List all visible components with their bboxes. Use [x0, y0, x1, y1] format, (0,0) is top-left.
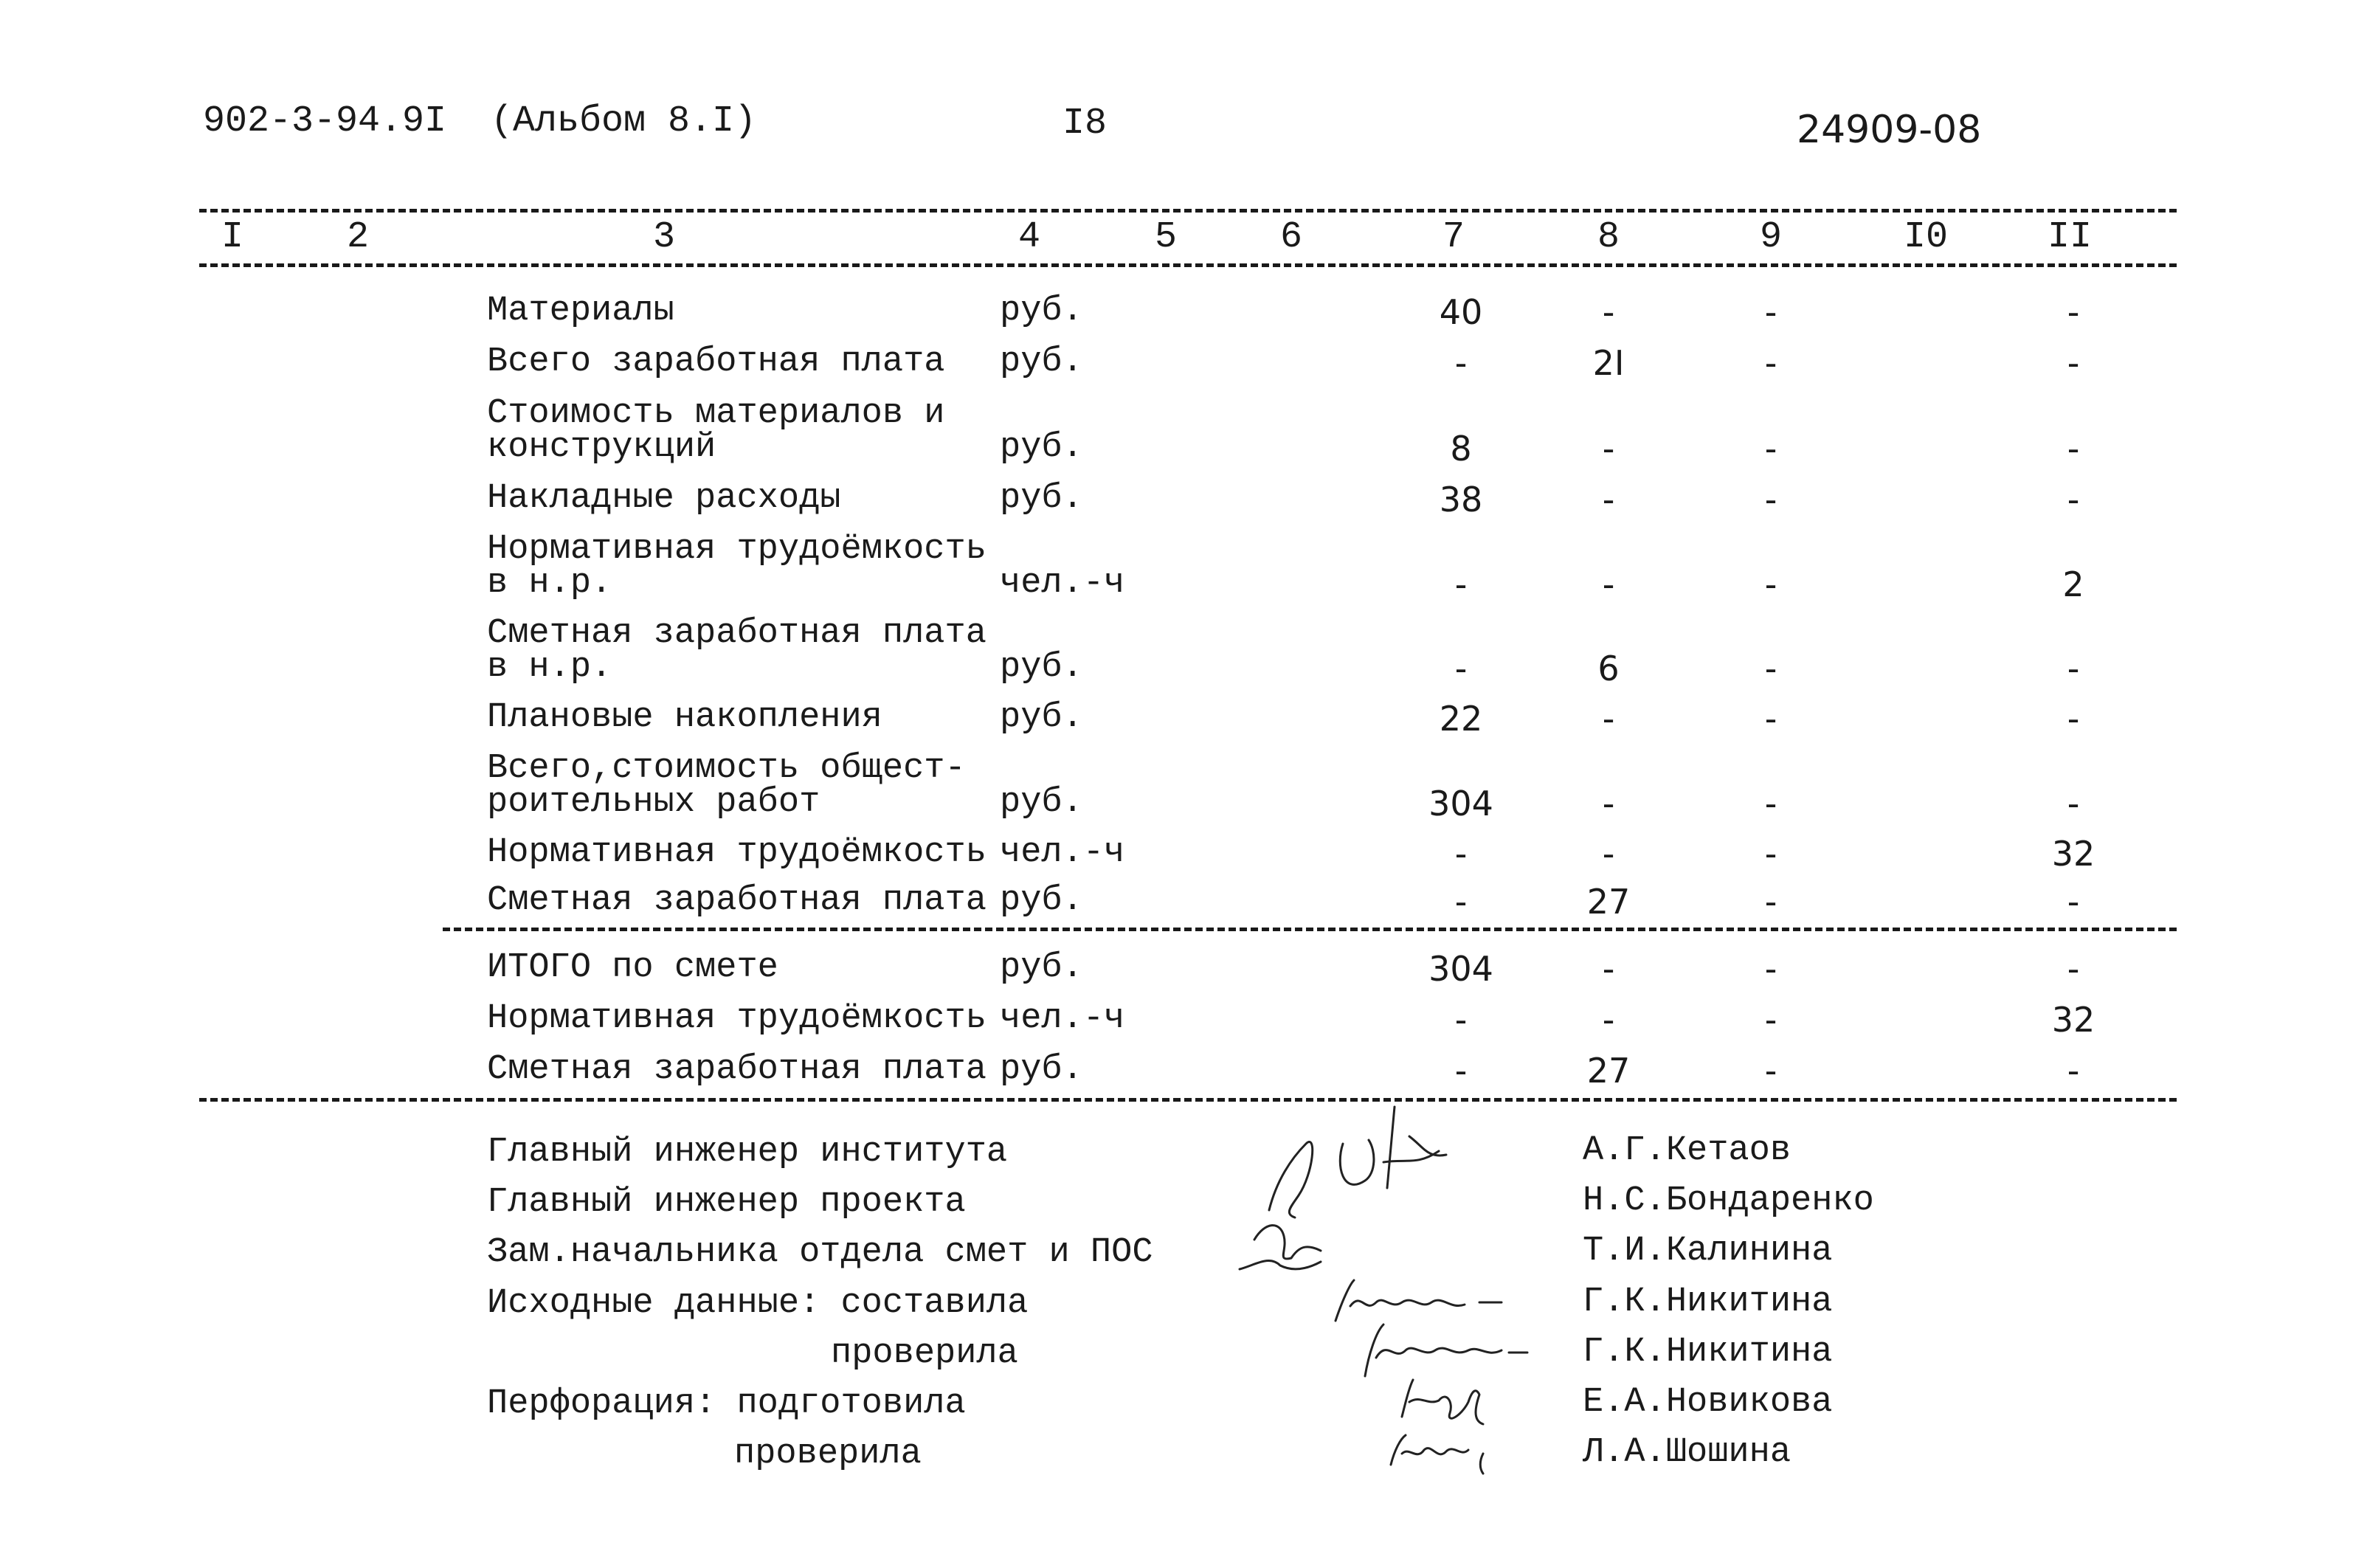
signature-role: Перфорация: подготовила: [487, 1384, 966, 1423]
unit-cell: чел.-ч: [1000, 833, 1125, 872]
signatory-name: Г.К.Никитина: [1583, 1282, 1833, 1322]
row-label: Сметная заработная плата: [487, 1050, 987, 1089]
value-col11: -: [2067, 480, 2080, 519]
row-label: конструкций: [487, 428, 716, 467]
column-number: 2: [347, 216, 370, 258]
value-col7: 304: [1428, 949, 1493, 989]
document-code: 902-3-94.9I: [203, 100, 447, 142]
page-number: I8: [1063, 103, 1108, 145]
row-label: в н.р.: [487, 648, 612, 687]
value-col9: -: [1764, 429, 1777, 469]
value-col7: 304: [1428, 784, 1493, 823]
column-number: 7: [1442, 216, 1465, 258]
column-number: 8: [1597, 216, 1620, 258]
signatory-name: Т.И.Калинина: [1583, 1232, 1833, 1271]
unit-cell: руб.: [1000, 783, 1083, 822]
row-label: Накладные расходы: [487, 479, 841, 518]
value-col11: -: [2067, 882, 2080, 922]
signatory-name: А.Г.Кетаов: [1583, 1131, 1791, 1170]
value-col9: -: [1764, 1000, 1777, 1040]
value-col8: 27: [1586, 882, 1631, 922]
value-col7: -: [1454, 834, 1468, 874]
column-number: I0: [1904, 216, 1949, 258]
signature-role: проверила: [831, 1334, 1018, 1373]
value-col7: -: [1454, 1000, 1468, 1040]
row-label: в н.р.: [487, 564, 612, 603]
header-bottom-rule: [199, 263, 2177, 267]
value-col9: -: [1764, 949, 1777, 989]
value-col7: 8: [1450, 429, 1472, 469]
value-col11: -: [2067, 784, 2080, 823]
unit-cell: руб.: [1000, 881, 1083, 920]
value-col9: -: [1764, 882, 1777, 922]
value-col9: -: [1764, 1051, 1777, 1091]
value-col8: 27: [1586, 1051, 1631, 1091]
signature-scribble-shoshina: [1380, 1420, 1498, 1479]
value-col7: -: [1454, 343, 1468, 383]
album-label: (Альбом 8.I): [491, 100, 757, 142]
signature-role: проверила: [734, 1434, 922, 1474]
column-number: 9: [1760, 216, 1783, 258]
value-col8: -: [1602, 292, 1615, 332]
value-col7: -: [1454, 882, 1468, 922]
column-number: 5: [1155, 216, 1178, 258]
unit-cell: руб.: [1000, 1050, 1083, 1089]
unit-cell: руб.: [1000, 428, 1083, 467]
value-col7: 38: [1439, 480, 1483, 519]
unit-cell: чел.-ч: [1000, 564, 1125, 603]
value-col8: 6: [1597, 649, 1620, 688]
value-col11: -: [2067, 429, 2080, 469]
row-label: Сметная заработная плата: [487, 614, 987, 653]
value-col11: -: [2067, 1051, 2080, 1091]
unit-cell: руб.: [1000, 948, 1083, 987]
value-col8: -: [1602, 429, 1615, 469]
column-number: II: [2048, 216, 2093, 258]
signatory-name: Е.А.Новикова: [1583, 1383, 1833, 1422]
signature-scribble-ketaov-bondarenko: [1225, 1092, 1490, 1277]
unit-cell: руб.: [1000, 479, 1083, 518]
signature-role: Зам.начальника отдела смет и ПОС: [487, 1233, 1153, 1272]
unit-cell: руб.: [1000, 648, 1083, 687]
row-label: Материалы: [487, 291, 674, 331]
value-col11: -: [2067, 292, 2080, 332]
value-col9: -: [1764, 699, 1777, 739]
unit-cell: чел.-ч: [1000, 999, 1125, 1038]
row-label: Всего заработная плата: [487, 342, 945, 381]
value-col11: -: [2067, 649, 2080, 688]
header-top-rule: [199, 209, 2177, 213]
signatory-name: Н.С.Бондаренко: [1583, 1181, 1874, 1220]
value-col11: 2: [2062, 564, 2084, 604]
value-col11: -: [2067, 699, 2080, 739]
signature-role: Главный инженер проекта: [487, 1183, 966, 1222]
value-col8: -: [1602, 699, 1615, 739]
column-number: 3: [653, 216, 676, 258]
value-col8: -: [1602, 564, 1615, 604]
value-col8: -: [1602, 784, 1615, 823]
value-col8: -: [1602, 834, 1615, 874]
column-number: I: [221, 216, 244, 258]
row-label: Стоимость материалов и: [487, 394, 945, 433]
signatory-name: Г.К.Никитина: [1583, 1333, 1833, 1372]
unit-cell: руб.: [1000, 342, 1083, 381]
row-label: Всего,стоимость общест-: [487, 749, 966, 788]
signatory-name: Л.А.Шошина: [1583, 1433, 1791, 1472]
value-col8: 2I: [1592, 343, 1625, 383]
value-col9: -: [1764, 292, 1777, 332]
value-col9: -: [1764, 480, 1777, 519]
row-label: ИТОГО по смете: [487, 948, 778, 987]
row-label: Нормативная трудоёмкость: [487, 530, 987, 569]
value-col11: 32: [2051, 834, 2095, 874]
value-col9: -: [1764, 649, 1777, 688]
value-col7: -: [1454, 1051, 1468, 1091]
value-col11: 32: [2051, 1000, 2095, 1040]
column-number: 4: [1018, 216, 1041, 258]
value-col9: -: [1764, 834, 1777, 874]
row-label: Нормативная трудоёмкость: [487, 999, 987, 1038]
row-label: Нормативная трудоёмкость: [487, 833, 987, 872]
unit-cell: руб.: [1000, 291, 1083, 331]
inventory-number: 24909-08: [1797, 108, 1982, 152]
signature-role: Исходные данные: составила: [487, 1284, 1029, 1323]
value-col7: 22: [1439, 699, 1483, 739]
row-label: роительных работ: [487, 783, 820, 822]
value-col7: -: [1454, 564, 1468, 604]
value-col9: -: [1764, 564, 1777, 604]
value-col9: -: [1764, 784, 1777, 823]
table-bottom-rule: [199, 1098, 2177, 1102]
subtotal-rule: [443, 928, 2177, 931]
signature-role: Главный инженер института: [487, 1133, 1008, 1172]
unit-cell: руб.: [1000, 698, 1083, 737]
value-col11: -: [2067, 949, 2080, 989]
value-col7: 40: [1439, 292, 1483, 332]
value-col11: -: [2067, 343, 2080, 383]
row-label: Сметная заработная плата: [487, 881, 987, 920]
row-label: Плановые накопления: [487, 698, 882, 737]
value-col8: -: [1602, 480, 1615, 519]
value-col8: -: [1602, 949, 1615, 989]
value-col9: -: [1764, 343, 1777, 383]
value-col8: -: [1602, 1000, 1615, 1040]
value-col7: -: [1454, 649, 1468, 688]
column-number: 6: [1280, 216, 1303, 258]
